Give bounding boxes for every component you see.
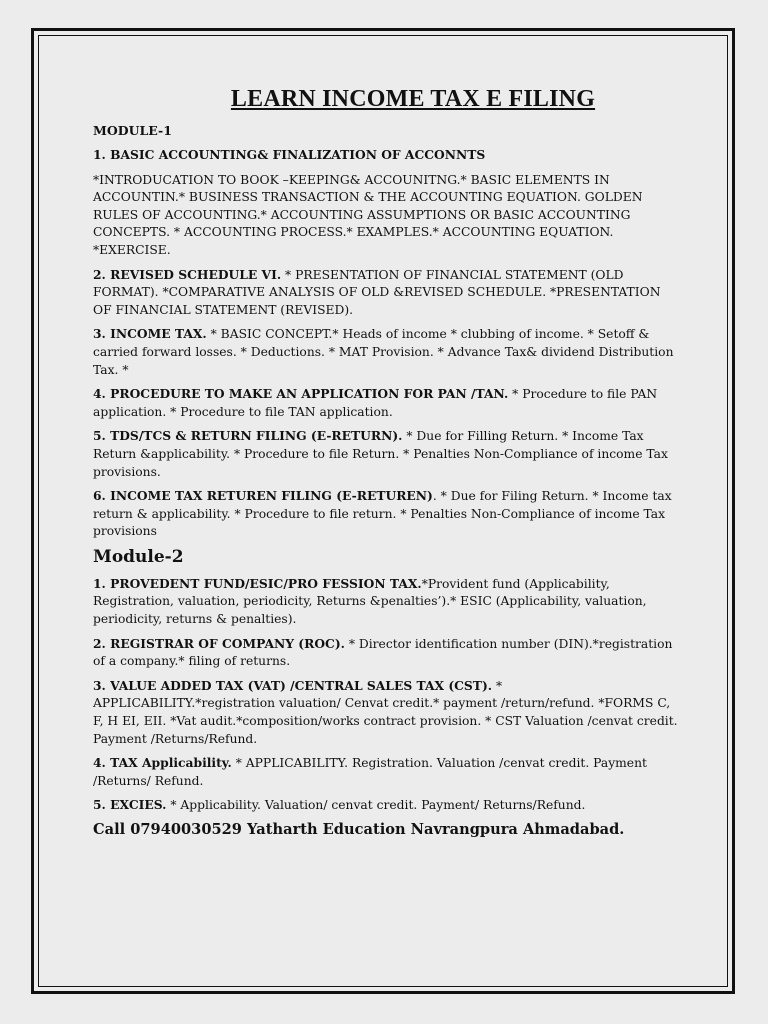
section-body: * Applicability. Valuation/ cenvat credit. Payment/ Returns/Refund. <box>166 798 586 813</box>
section-heading: 2. REVISED SCHEDULE VI. <box>93 266 282 282</box>
module-2-section-5 <box>93 796 678 815</box>
section-heading: 1. BASIC ACCOUNTING& FINALIZATION OF ACCONNTS <box>93 147 486 162</box>
section-heading: 2. REGISTRAR OF COMPANY (ROC). <box>93 635 345 651</box>
section-body: * APPLICABILITY.*registration valuation/ Cenvat credit.* payment /return/refund. *FORMS C, F, H EI, EII. *Vat audit.*composition/works contract provision. * CST Valuation /cenvat credit. Payment /Returns/Refund. <box>93 678 678 746</box>
page-title: LEARN INCOME TAX E FILING <box>230 86 596 112</box>
section-heading: 3. VALUE ADDED TAX (VAT) /CENTRAL SALES TAX (CST). <box>93 677 493 693</box>
section-body: * PRESENTATION OF FINANCIAL STATEMENT (OLD FORMAT). *COMPARATIVE ANALYSIS OF OLD &REVISED SCHEDULE. *PRESENTATION OF FINANCIAL STATEMENT (REVISED). <box>93 267 661 317</box>
module-2-label: Module-2 <box>93 546 184 567</box>
section-heading: 6. INCOME TAX RETUREN FILING (E-RETUREN) <box>93 488 433 504</box>
section-body: *Provident fund (Applicability, Registration, valuation, periodicity, Returns &penalties’).* ESIC (Applicability, valuation, periodicity, returns & penalties). <box>93 576 647 627</box>
section-body: * BASIC CONCEPT.* Heads of income * clubbing of income. * Setoff & carried forward losses. * Deductions. * MAT Provision. * Advance Tax& dividend Distribution Tax. * <box>93 327 674 377</box>
section-body: * APPLICABILITY. Registration. Valuation /cenvat credit. Payment /Returns/ Refund. <box>93 756 647 788</box>
section-heading: 3. INCOME TAX. <box>93 326 207 342</box>
module-2-section-1 <box>93 575 678 629</box>
section-heading: 5. EXCIES. <box>93 797 167 813</box>
section-heading: 5. TDS/TCS & RETURN FILING (E-RETURN). <box>93 428 403 444</box>
module-2-section-4 <box>93 754 678 790</box>
module-2-section-3 <box>93 677 678 748</box>
document-content <box>93 86 678 838</box>
module-1-section-5 <box>93 427 678 481</box>
module-1-section-4 <box>93 385 678 421</box>
module-1-section-1-body <box>93 171 678 260</box>
section-heading: 4. PROCEDURE TO MAKE AN APPLICATION FOR PAN /TAN. <box>93 386 509 402</box>
section-body: * Procedure to file PAN application. * Procedure to file TAN application. <box>93 387 658 419</box>
module-1-section-1 <box>93 146 678 165</box>
contact-footer: Call 07940030529 Yatharth Education Navrangpura Ahmadabad. <box>93 821 625 838</box>
section-body: *INTRODUCATION TO BOOK –KEEPING& ACCOUNITNG.* BASIC ELEMENTS IN ACCOUNTIN.* BUSINESS TRANSACTION & THE ACCOUNTING EQUATION. GOLDEN RULES OF ACCOUNTING.* ACCOUNTING ASSUMPTIONS OR BASIC ACCOUNTING CONCEPTS. * ACCOUNTING PROCESS.* EXAMPLES.* ACCOUNTING EQUATION. *EXERCISE. <box>93 172 643 257</box>
module-1-section-2 <box>93 266 678 320</box>
section-heading: 4. TAX Applicability. <box>93 755 232 771</box>
section-body: * Due for Filling Return. * Income Tax Return &applicability. * Procedure to file Return. * Penalties Non-Compliance of income Tax provisions. <box>93 429 668 479</box>
section-body: . * Due for Filing Return. * Income tax return & applicability. * Procedure to file return. * Penalties Non-Compliance of income Tax provisions <box>93 489 672 539</box>
section-heading: 1. PROVEDENT FUND/ESIC/PRO FESSION TAX. <box>93 575 422 591</box>
section-body: * Director identification number (DIN).*registration of a company.* filing of returns. <box>93 636 673 669</box>
module-1-section-3 <box>93 325 678 379</box>
module-1-label: MODULE-1 <box>93 123 172 138</box>
module-1-section-6 <box>93 487 678 541</box>
module-2-section-2 <box>93 635 678 671</box>
